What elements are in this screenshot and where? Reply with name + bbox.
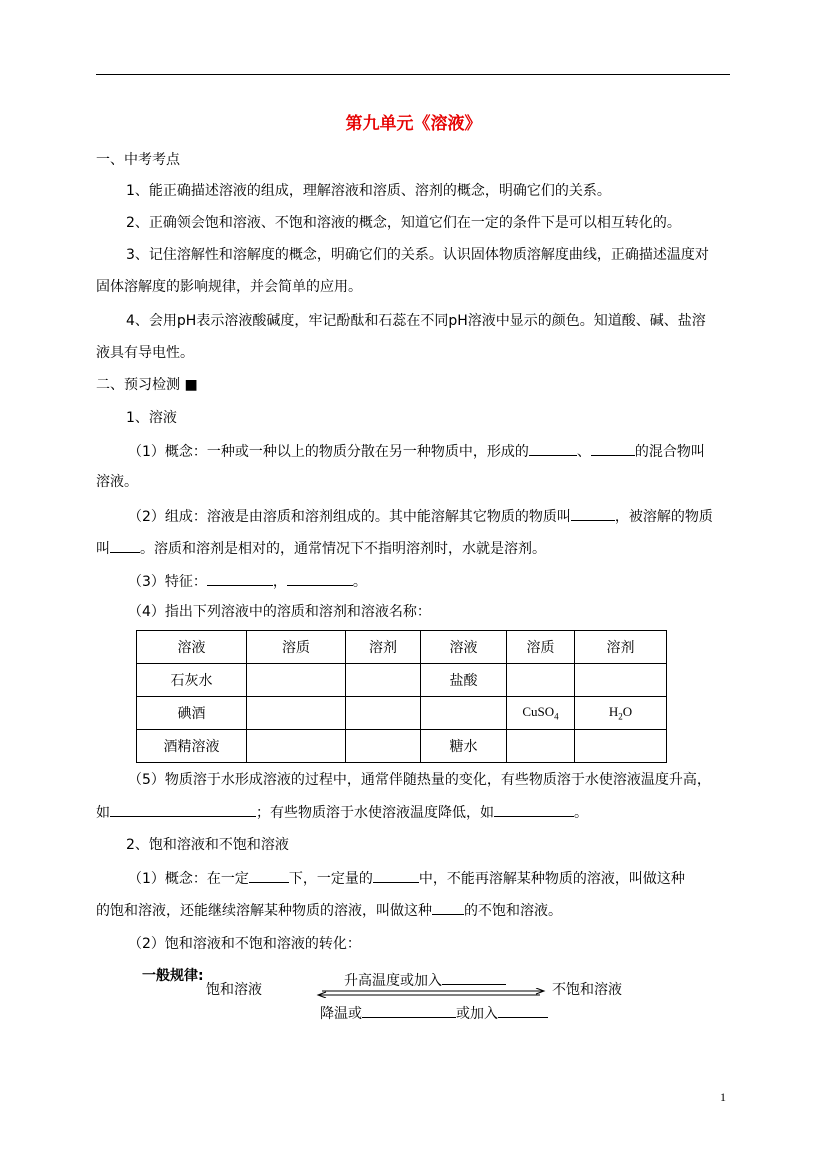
sub1-q4: （4）指出下列溶液中的溶质和溶剂和溶液名称： xyxy=(128,604,431,620)
conversion-arrows xyxy=(316,986,546,996)
left-state-label: 饱和溶液 xyxy=(206,982,262,998)
lower-arrow-label xyxy=(320,1003,548,1024)
q3-text-b: ， xyxy=(272,574,287,590)
sub2-q1-text-a: （1）概念：在一定 xyxy=(128,871,249,887)
upper-label-text: 升高温度或加入 xyxy=(344,973,442,989)
table-cell-blank[interactable] xyxy=(507,730,575,763)
q2-text-c: 叫 xyxy=(96,541,110,557)
blank[interactable] xyxy=(373,868,419,883)
formula-cuso: CuSO xyxy=(522,704,555,720)
sub1-q5-cont xyxy=(96,802,588,823)
q3-text-c: 。 xyxy=(352,574,367,590)
table-row xyxy=(137,730,667,763)
header-rule xyxy=(96,74,730,75)
q2-text-b: ，被溶解的物质 xyxy=(614,509,713,525)
section1-item-3-cont: 固体溶解度的影响规律，并会简单的应用。 xyxy=(96,279,362,295)
q5-text-d: 。 xyxy=(574,805,588,821)
document-title: 第九单元《溶液》 xyxy=(345,114,482,134)
formula-subscript: 2 xyxy=(618,711,623,722)
blank[interactable] xyxy=(249,868,289,883)
table-cell-formula-h2o xyxy=(575,697,667,730)
table-cell-blank[interactable] xyxy=(247,664,346,697)
blank[interactable] xyxy=(591,441,635,456)
sub2-q1-text-e: 的不饱和溶液。 xyxy=(464,903,562,919)
lower-label-a: 降温或 xyxy=(320,1006,362,1022)
q1-text-a: （1）概念：一种或一种以上的物质分散在另一种物质中，形成的 xyxy=(128,444,529,460)
table-cell-blank[interactable] xyxy=(575,664,667,697)
rule-label: 一般规律: xyxy=(142,968,204,984)
table-row xyxy=(137,664,667,697)
q2-text-a: （2）组成：溶液是由溶质和溶剂组成的。其中能溶解其它物质的物质叫 xyxy=(128,509,571,525)
table-cell-formula-cuso4 xyxy=(507,697,575,730)
section1-item-1: 1、能正确描述溶液的组成，理解溶液和溶质、溶剂的概念，明确它们的关系。 xyxy=(126,183,611,199)
blank[interactable] xyxy=(432,900,464,915)
section1-item-4-cont: 液具有导电性。 xyxy=(96,345,194,361)
sub1-q1-cont: 溶液。 xyxy=(96,474,138,490)
q5-text-c: ；有些物质溶于水使溶液温度降低，如 xyxy=(256,805,494,821)
table-cell-blank[interactable] xyxy=(346,730,421,763)
blank[interactable] xyxy=(494,802,574,817)
sub2-heading: 2、饱和溶液和不饱和溶液 xyxy=(126,837,289,853)
table-cell-blank[interactable] xyxy=(507,664,575,697)
section1-item-3: 3、记住溶解性和溶解度的概念，明确它们的关系。认识固体物质溶解度曲线，正确描述温度对 xyxy=(126,247,709,263)
right-state-label: 不饱和溶液 xyxy=(552,982,622,998)
table-header: 溶质 xyxy=(247,631,346,664)
q1-text-b: 、 xyxy=(576,444,591,460)
table-row xyxy=(137,697,667,730)
table-cell-blank[interactable] xyxy=(575,730,667,763)
q3-text-a: （3）特征： xyxy=(128,574,207,590)
double-arrow-icon xyxy=(316,988,546,998)
lower-label-b: 或加入 xyxy=(456,1006,498,1022)
sub2-q1 xyxy=(128,868,685,889)
table-header: 溶质 xyxy=(507,631,575,664)
section1-item-4: 4、会用pH表示溶液酸碱度，牢记酚酞和石蕊在不同pH溶液中显示的颜色。知道酸、碱、盐溶 xyxy=(126,313,706,329)
sub2-q1-text-d: 的饱和溶液，还能继续溶解某种物质的溶液，叫做这种 xyxy=(96,903,432,919)
blank[interactable] xyxy=(571,506,615,521)
sub2-q2: （2）饱和溶液和不饱和溶液的转化： xyxy=(128,936,361,952)
solute-solvent-table xyxy=(136,630,667,763)
table-cell: 碘酒 xyxy=(137,697,247,730)
q5-text-b: 如 xyxy=(96,805,110,821)
table-header: 溶液 xyxy=(421,631,507,664)
sub2-q1-text-b: 下，一定量的 xyxy=(288,871,373,887)
sub1-q2-cont xyxy=(96,538,546,559)
blank[interactable] xyxy=(110,802,256,817)
table-cell-blank[interactable] xyxy=(346,664,421,697)
blank[interactable] xyxy=(498,1003,548,1018)
formula-o: O xyxy=(622,704,633,720)
table-header: 溶剂 xyxy=(346,631,421,664)
page-number: 1 xyxy=(720,1090,726,1104)
sub1-q1 xyxy=(128,441,705,462)
table-cell-blank[interactable] xyxy=(346,697,421,730)
sub1-q5: （5）物质溶于水形成溶液的过程中，通常伴随热量的变化，有些物质溶于水使溶液温度升高， xyxy=(128,772,711,788)
q2-text-d: 。溶质和溶剂是相对的，通常情况下不指明溶剂时，水就是溶剂。 xyxy=(140,541,546,557)
blank[interactable] xyxy=(442,970,506,985)
sub1-heading: 1、溶液 xyxy=(126,410,177,426)
formula-subscript: 4 xyxy=(554,711,559,722)
q1-text-c: 的混合物叫 xyxy=(634,444,705,460)
table-cell: 糖水 xyxy=(421,730,507,763)
table-header-row xyxy=(137,631,667,664)
table-cell: 酒精溶液 xyxy=(137,730,247,763)
table-header: 溶液 xyxy=(137,631,247,664)
section2-heading: 二、预习检测 ■ xyxy=(96,377,198,393)
sub2-q1-text-c: 中，不能再溶解某种物质的溶液，叫做这种 xyxy=(418,871,685,887)
section1-item-2: 2、正确领会饱和溶液、不饱和溶液的概念，知道它们在一定的条件下是可以相互转化的。 xyxy=(126,215,681,231)
blank[interactable] xyxy=(529,441,577,456)
table-cell: 盐酸 xyxy=(421,664,507,697)
blank[interactable] xyxy=(287,571,353,586)
table-cell: 石灰水 xyxy=(137,664,247,697)
sub1-q3 xyxy=(128,571,367,592)
blank[interactable] xyxy=(207,571,273,586)
table-cell-blank[interactable] xyxy=(421,697,507,730)
blank[interactable] xyxy=(110,538,140,553)
table-cell-blank[interactable] xyxy=(247,697,346,730)
formula-h: H xyxy=(608,704,619,720)
sub1-q2 xyxy=(128,506,713,527)
sub2-q1-cont xyxy=(96,900,562,921)
table-header: 溶剂 xyxy=(575,631,667,664)
section1-heading: 一、中考考点 xyxy=(96,152,180,168)
blank[interactable] xyxy=(362,1003,456,1018)
table-cell-blank[interactable] xyxy=(247,730,346,763)
